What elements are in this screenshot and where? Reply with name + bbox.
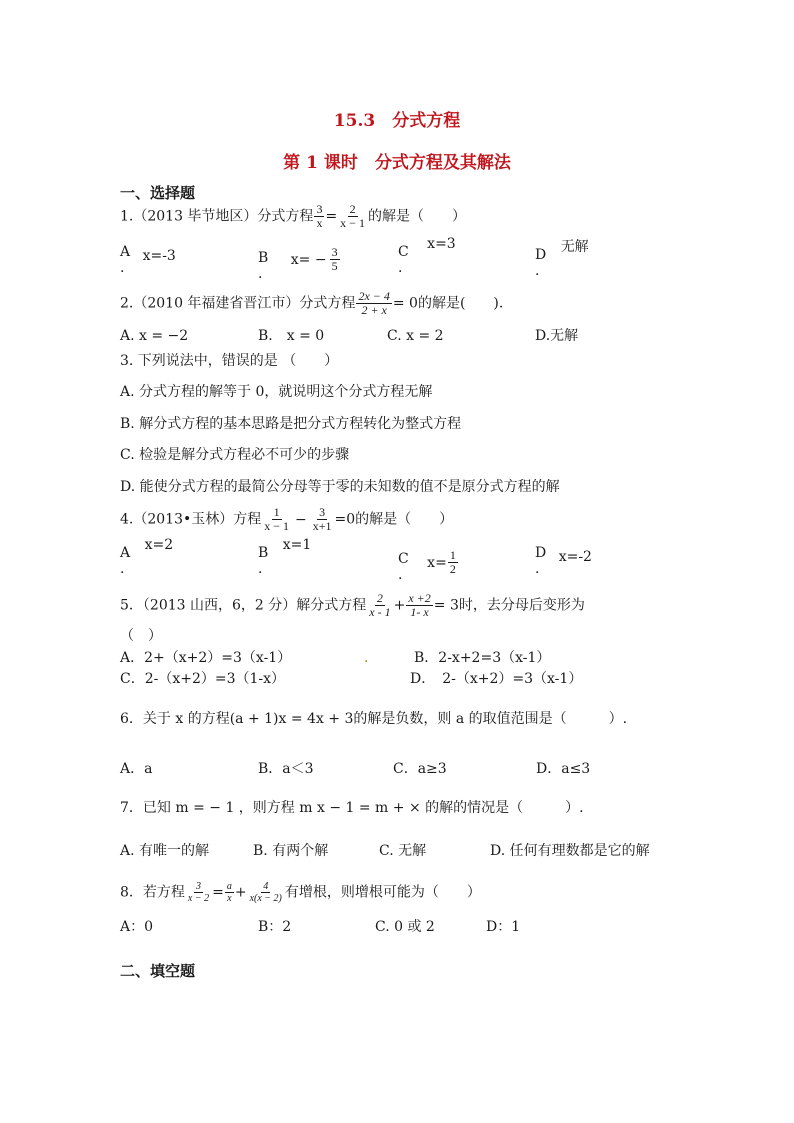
question-6-stem: 6．关于 x 的方程(a + 1)x = 4x + 3的解是负数，则 a 的取值范围是（ ）. — [120, 711, 628, 727]
q4-option-b: B . x=1 — [258, 537, 312, 577]
q8-option-a: A：0 — [120, 919, 154, 935]
q5-option-b: B．2-x+2=3（x-1） — [414, 650, 551, 666]
q6-option-c: C．a≥3 — [393, 761, 447, 777]
q2-option-c: C. x = 2 — [387, 328, 444, 344]
section-heading-choice: 一、选择题 — [120, 184, 196, 202]
q7-option-b: B. 有两个解 — [253, 843, 329, 859]
q3-option-a: A. 分式方程的解等于 0，就说明这个分式方程无解 — [120, 384, 433, 400]
q1-option-a: A . x=-3 — [120, 244, 176, 276]
question-5-stem: 5．（2013 山西，6，2 分）解分式方程 $\frac{2}{x - 1}$ + $\frac{x +2}{1- x}$ = 3时，去分母后变形为 — [120, 591, 585, 619]
question-2-stem: 2.（2010 年福建省晋江市）分式方程 $\frac{2x - 4}{2 + x}$ = 0的解是( ). — [120, 289, 504, 317]
q1-option-c: C . x=3 — [398, 236, 456, 276]
section-heading-fill-blank: 二、填空题 — [120, 962, 196, 980]
q7-option-c: C. 无解 — [379, 843, 427, 859]
q5-option-c: C．2-（x+2）=3（1-x） — [120, 671, 286, 687]
q5-option-a: A．2+（x+2）=3（x-1） — [120, 650, 292, 666]
q3-option-d: D. 能使分式方程的最简公分母等于零的未知数的值不是原分式方程的解 — [120, 479, 560, 495]
q5-option-d: D． 2-（x+2）=3（x-1） — [410, 671, 583, 687]
q5-answer-blank: （ ） — [120, 628, 162, 644]
q1-fraction-1: $\frac{3}{x}$ — [316, 202, 323, 230]
q4-option-c: C . x= $\frac{1}{2}$ — [398, 548, 456, 583]
q6-option-b: B．a＜3 — [258, 761, 314, 777]
q3-option-c: C. 检验是解分式方程必不可少的步骤 — [120, 447, 350, 463]
q1-prefix: 1.（2013 毕节地区）分式方程 — [120, 208, 314, 225]
question-3-stem: 3. 下列说法中，错误的是 （ ） — [120, 353, 339, 369]
q8-option-d: D：1 — [486, 919, 521, 935]
lesson-subtitle: 第 1 课时 分式方程及其解法 — [283, 153, 511, 173]
q1-suffix: 的解是（ ） — [367, 208, 466, 225]
q8-option-b: B：2 — [258, 919, 292, 935]
question-4-stem: 4.（2013•玉林）方程 $\frac{1}{x - 1}$ − $\frac{3}{x+1}$ =0的解是（ ） — [120, 505, 454, 533]
q4-option-a: A . x=2 — [120, 537, 174, 577]
q2-option-d: D.无解 — [535, 328, 579, 344]
q2-option-a: A. x = −2 — [120, 328, 189, 344]
q6-option-d: D．a≤3 — [536, 761, 591, 777]
question-8-stem: 8．若方程 $\frac{3}{x - 2}$ = $\frac{a}{x}$ + $\frac{4}{x(x - 2)}$ 有增根，则增根可能为（ ） — [120, 881, 481, 904]
page-title: 15.3 分式方程 — [333, 111, 461, 131]
question-1-stem: 1.（2013 毕节地区）分式方程 $\frac{3}{x}$ = $\frac{2}{x - 1}$ 的解是（ ） — [120, 202, 466, 230]
q3-option-b: B. 解分式方程的基本思路是把分式方程转化为整式方程 — [120, 416, 462, 432]
q7-option-a: A. 有唯一的解 — [120, 843, 210, 859]
q1-option-b: B . x= − $\frac{3}{5}$ — [258, 245, 338, 282]
q1-fraction-2: $\frac{2}{x - 1}$ — [340, 202, 365, 230]
q8-option-c: C. 0 或 2 — [375, 919, 435, 935]
q6-option-a: A．a — [120, 761, 153, 777]
q4-option-d: D . x=-2 — [535, 545, 592, 577]
q7-option-d: D. 任何有理数都是它的解 — [490, 843, 650, 859]
question-7-stem: 7．已知 m = − 1 ，则方程 m x − 1 = m + × 的解的情况是（ ）. — [120, 800, 584, 816]
q2-option-b: B. x = 0 — [258, 328, 325, 344]
stray-dot: . — [364, 650, 369, 666]
q1-option-d: D . 无解 — [535, 239, 589, 279]
